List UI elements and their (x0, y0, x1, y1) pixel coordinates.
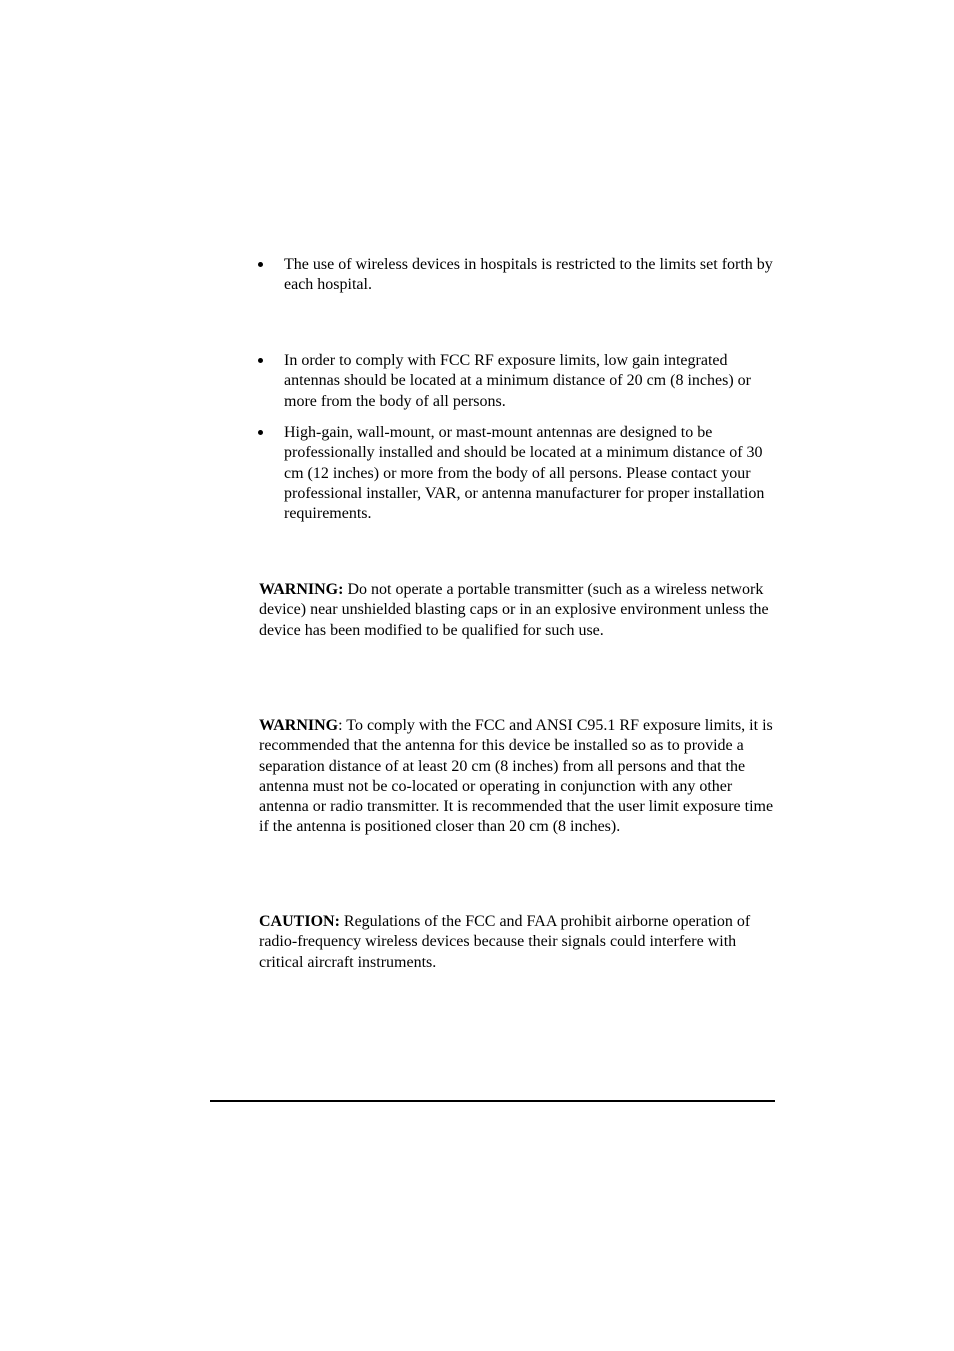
bullet-dot (258, 262, 263, 267)
bullet-text: In order to comply with FCC RF exposure limits, low gain integrated antennas should be located at a minimum distance of 20 cm (8 inches) or more from the body of all persons. (284, 352, 751, 410)
notice-text: Regulations of the FCC and FAA prohibit airborne operation of radio-frequency wireless devices because their signals could interfere with critical aircraft instruments. (259, 913, 751, 971)
notice-label: CAUTION: (259, 913, 340, 930)
bullet-dot (258, 430, 263, 435)
bullet-text: High-gain, wall-mount, or mast-mount antennas are designed to be professionally installed and should be located at a minimum distance of 30 cm (12 inches) or more from the body of all persons. Please contact your professional installer, VAR, or antenna manufacturer for proper installation requirements. (284, 424, 765, 523)
bullet-item (284, 351, 779, 412)
warning-notice (259, 580, 779, 641)
footer-rule (210, 1100, 775, 1102)
notice-text: : To comply with the FCC and ANSI C95.1 RF exposure limits, it is recommended that the antenna for this device be installed so as to provide a separation distance of at least 20 cm (8 inches) from all persons and that the antenna must not be co-located or operating in conjunction with any other antenna or radio transmitter. It is recommended that the user limit exposure time if the antenna is positioned closer than 20 cm (8 inches). (259, 717, 774, 836)
bullet-dot (258, 358, 263, 363)
notice-text: Do not operate a portable transmitter (such as a wireless network device) near unshielded blasting caps or in an explosive environment unless the device has been modified to be qualified for such use. (259, 581, 769, 639)
notice-label: WARNING (259, 717, 339, 734)
warning-notice (259, 716, 779, 838)
bullet-item (284, 255, 779, 296)
notice-label: WARNING: (259, 581, 344, 598)
bullet-item (284, 423, 779, 524)
caution-notice (259, 912, 779, 973)
bullet-text: The use of wireless devices in hospitals is restricted to the limits set forth by each hospital. (284, 256, 773, 294)
